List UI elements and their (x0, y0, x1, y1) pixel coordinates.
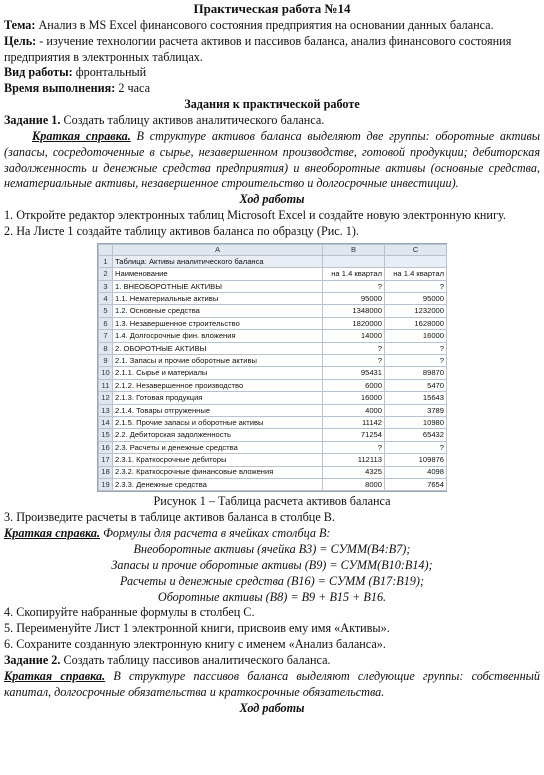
task2-label: Задание 2. (4, 652, 61, 667)
cell-c-value: 5470 (385, 379, 447, 391)
row-number-cell: 1 (99, 255, 113, 267)
row-number-cell: 7 (99, 330, 113, 342)
cell-name: Таблица: Активы аналитического баланса (113, 255, 323, 267)
cell-c-value: 7654 (385, 478, 447, 490)
cell-b-value: ? (323, 342, 385, 354)
cell-name: 2.2. Дебиторская задолженность (113, 429, 323, 441)
cell-b-value: 4325 (323, 466, 385, 478)
brief3-text: В структуре пассивов баланса выделяют следующие группы: собственный капитал, долгосрочные обязательства и краткосрочные обязательства. (4, 668, 540, 699)
table-row (99, 417, 447, 429)
brief3-paragraph (4, 669, 540, 701)
table-row (99, 355, 447, 367)
table-row (99, 268, 447, 280)
cell-b-value: 14000 (323, 330, 385, 342)
task2-text: Создать таблицу пассивов аналитического баланса. (63, 652, 331, 667)
cell-b-value: 1348000 (323, 305, 385, 317)
column-header-row (99, 244, 447, 255)
cell-c-value: ? (385, 355, 447, 367)
brief2-text: Формулы для расчета в ячейках столбца В: (103, 526, 331, 541)
page-title: Практическая работа №14 (193, 1, 351, 16)
formula-3: Расчеты и денежные средства (В16) = СУММ (В17:В19); (119, 573, 424, 588)
row-number-cell: 19 (99, 478, 113, 490)
formula-2: Запасы и прочие оборотные активы (В9) = СУММ(В10:В14); (111, 557, 433, 572)
task1-label: Задание 1. (4, 113, 61, 128)
cell-name: 2.1.1. Сырье и материалы (113, 367, 323, 379)
topic-text: Анализ в MS Excel финансового состояния предприятия на основании данных баланса. (38, 17, 494, 32)
step-6: 6. Сохраните созданную электронную книгу с именем «Анализ баланса». (4, 637, 386, 652)
cell-c-value (385, 255, 447, 267)
cell-c-value: 3789 (385, 404, 447, 416)
cell-b-value (323, 255, 385, 267)
row-number-cell: 6 (99, 317, 113, 329)
cell-name: 2.1.4. Товары отгруженные (113, 404, 323, 416)
cell-b-value: 16000 (323, 392, 385, 404)
table-row (99, 367, 447, 379)
table-row (99, 404, 447, 416)
step-1: 1. Откройте редактор электронных таблиц Microsoft Excel и создайте новую электронную книгу. (4, 208, 506, 223)
table-row (99, 342, 447, 354)
cell-name: 1.4. Долгосрочные фин. вложения (113, 330, 323, 342)
cell-name: 1.2. Основные средства (113, 305, 323, 317)
column-header-a: A (113, 244, 323, 255)
table-row (99, 305, 447, 317)
table-row (99, 379, 447, 391)
brief2-line (4, 526, 540, 542)
formula-1: Внеоборотные активы (ячейка В3) = СУММ(В4:В7); (133, 541, 411, 556)
cell-c-value: 1232000 (385, 305, 447, 317)
cell-b-value: 4000 (323, 404, 385, 416)
goal-label: Цель: (4, 33, 37, 48)
row-number-cell: 12 (99, 392, 113, 404)
formula-4: Оборотные активы (В8) = В9 + В15 + В16. (157, 589, 387, 604)
cell-b-value: ? (323, 441, 385, 453)
cell-name: 2.1.2. Незавершенное производство (113, 379, 323, 391)
cell-c-value: 4098 (385, 466, 447, 478)
row-number-cell: 10 (99, 367, 113, 379)
cell-name: 2.3.1. Краткосрочные дебиторы (113, 454, 323, 466)
cell-c-value: 109876 (385, 454, 447, 466)
row-number-cell: 14 (99, 417, 113, 429)
cell-b-value: 11142 (323, 417, 385, 429)
spreadsheet-table (98, 244, 447, 491)
table-row (99, 429, 447, 441)
figure-caption: Рисунок 1 – Таблица расчета активов баланса (153, 494, 391, 509)
row-number-cell: 9 (99, 355, 113, 367)
corner-cell (99, 244, 113, 255)
table-row (99, 330, 447, 342)
cell-c-value: ? (385, 280, 447, 292)
cell-name: 2.3.2. Краткосрочные финансовые вложения (113, 466, 323, 478)
work-type-label: Вид работы: (4, 65, 73, 80)
cell-c-value: 15643 (385, 392, 447, 404)
time-text: 2 часа (118, 81, 150, 96)
table-row (99, 454, 447, 466)
cell-c-value: 95000 (385, 293, 447, 305)
cell-b-value: 95431 (323, 367, 385, 379)
row-number-cell: 5 (99, 305, 113, 317)
document-page (0, 1, 544, 775)
cell-c-value: ? (385, 342, 447, 354)
brief1-text: В структуре активов баланса выделяют две группы: оборотные активы (запасы, сосредоточенные в сырье, незавершенном производстве, готовой продукции; дебиторская задолженность и денежные средства предприятия) и внеоборотные активы (основные средства, нематериальные активы, незавершенное строительство и долгосрочные инвестиции). (4, 128, 541, 191)
cell-b-value: ? (323, 355, 385, 367)
cell-b-value: 8000 (323, 478, 385, 490)
row-number-cell: 18 (99, 466, 113, 478)
cell-c-value: 16000 (385, 330, 447, 342)
goal-line (4, 34, 540, 66)
cell-b-value: 1820000 (323, 317, 385, 329)
topic-label: Тема: (4, 17, 36, 32)
row-number-cell: 15 (99, 429, 113, 441)
tasks-heading: Задания к практической работе (184, 97, 360, 112)
cell-name: 2.1.3. Готовая продукция (113, 392, 323, 404)
cell-c-value: 89870 (385, 367, 447, 379)
table-row (99, 441, 447, 453)
cell-name: 1.3. Незавершенное строительство (113, 317, 323, 329)
task2-line (4, 653, 540, 669)
table-row (99, 478, 447, 490)
step-4: 4. Скопируйте набранные формулы в столбец С. (4, 605, 255, 620)
cell-b-value: ? (323, 280, 385, 292)
cell-name: 2. ОБОРОТНЫЕ АКТИВЫ (113, 342, 323, 354)
cell-name: 2.1. Запасы и прочие оборотные активы (113, 355, 323, 367)
cell-name: 2.1.5. Прочие запасы и оборотные активы (113, 417, 323, 429)
cell-b-value: 71254 (323, 429, 385, 441)
table-row (99, 317, 447, 329)
row-number-cell: 11 (99, 379, 113, 391)
cell-c-value: на 1.4 квартал (385, 268, 447, 280)
time-line (4, 81, 540, 97)
cell-name: 2.3. Расчеты и денежные средства (113, 441, 323, 453)
column-header-b: B (323, 244, 385, 255)
time-label: Время выполнения: (4, 81, 116, 96)
cell-name: Наименование (113, 268, 323, 280)
spreadsheet-figure (97, 243, 447, 492)
work-type-line (4, 65, 540, 81)
row-number-cell: 13 (99, 404, 113, 416)
row-number-cell: 8 (99, 342, 113, 354)
cell-b-value: на 1.4 квартал (323, 268, 385, 280)
brief1-paragraph (4, 129, 540, 192)
cell-c-value: 65432 (385, 429, 447, 441)
brief1-label: Краткая справка. (32, 128, 131, 143)
row-number-cell: 17 (99, 454, 113, 466)
step-5: 5. Переименуйте Лист 1 электронной книги, присвоив ему имя «Активы». (4, 621, 390, 636)
cell-c-value: 1628000 (385, 317, 447, 329)
goal-text: - изучение технологии расчета активов и пассивов баланса, анализ финансового состояния предприятия в электронных таблицах. (4, 33, 512, 64)
cell-b-value: 95000 (323, 293, 385, 305)
cell-c-value: ? (385, 441, 447, 453)
step-3: 3. Произведите расчеты в таблице активов баланса в столбце В. (4, 510, 335, 525)
brief3-label: Краткая справка. (4, 668, 106, 683)
table-row (99, 255, 447, 267)
table-row (99, 466, 447, 478)
cell-c-value: 10980 (385, 417, 447, 429)
work-type-text: фронтальный (75, 65, 147, 80)
progress-heading: Ход работы (239, 192, 305, 207)
row-number-cell: 3 (99, 280, 113, 292)
task1-text: Создать таблицу активов аналитического баланса. (63, 113, 325, 128)
cell-b-value: 112113 (323, 454, 385, 466)
table-row (99, 280, 447, 292)
task1-line (4, 113, 540, 129)
row-number-cell: 16 (99, 441, 113, 453)
brief2-label: Краткая справка. (4, 526, 101, 541)
row-number-cell: 2 (99, 268, 113, 280)
cell-b-value: 6000 (323, 379, 385, 391)
formula-block (4, 542, 540, 605)
table-row (99, 392, 447, 404)
topic-line (4, 18, 540, 34)
cell-name: 1. ВНЕОБОРОТНЫЕ АКТИВЫ (113, 280, 323, 292)
cell-name: 2.3.3. Денежные средства (113, 478, 323, 490)
table-row (99, 293, 447, 305)
step-2: 2. На Листе 1 создайте таблицу активов баланса по образцу (Рис. 1). (4, 224, 359, 239)
progress-heading-2: Ход работы (239, 700, 305, 715)
cell-name: 1.1. Нематериальные активы (113, 293, 323, 305)
row-number-cell: 4 (99, 293, 113, 305)
column-header-c: C (385, 244, 447, 255)
